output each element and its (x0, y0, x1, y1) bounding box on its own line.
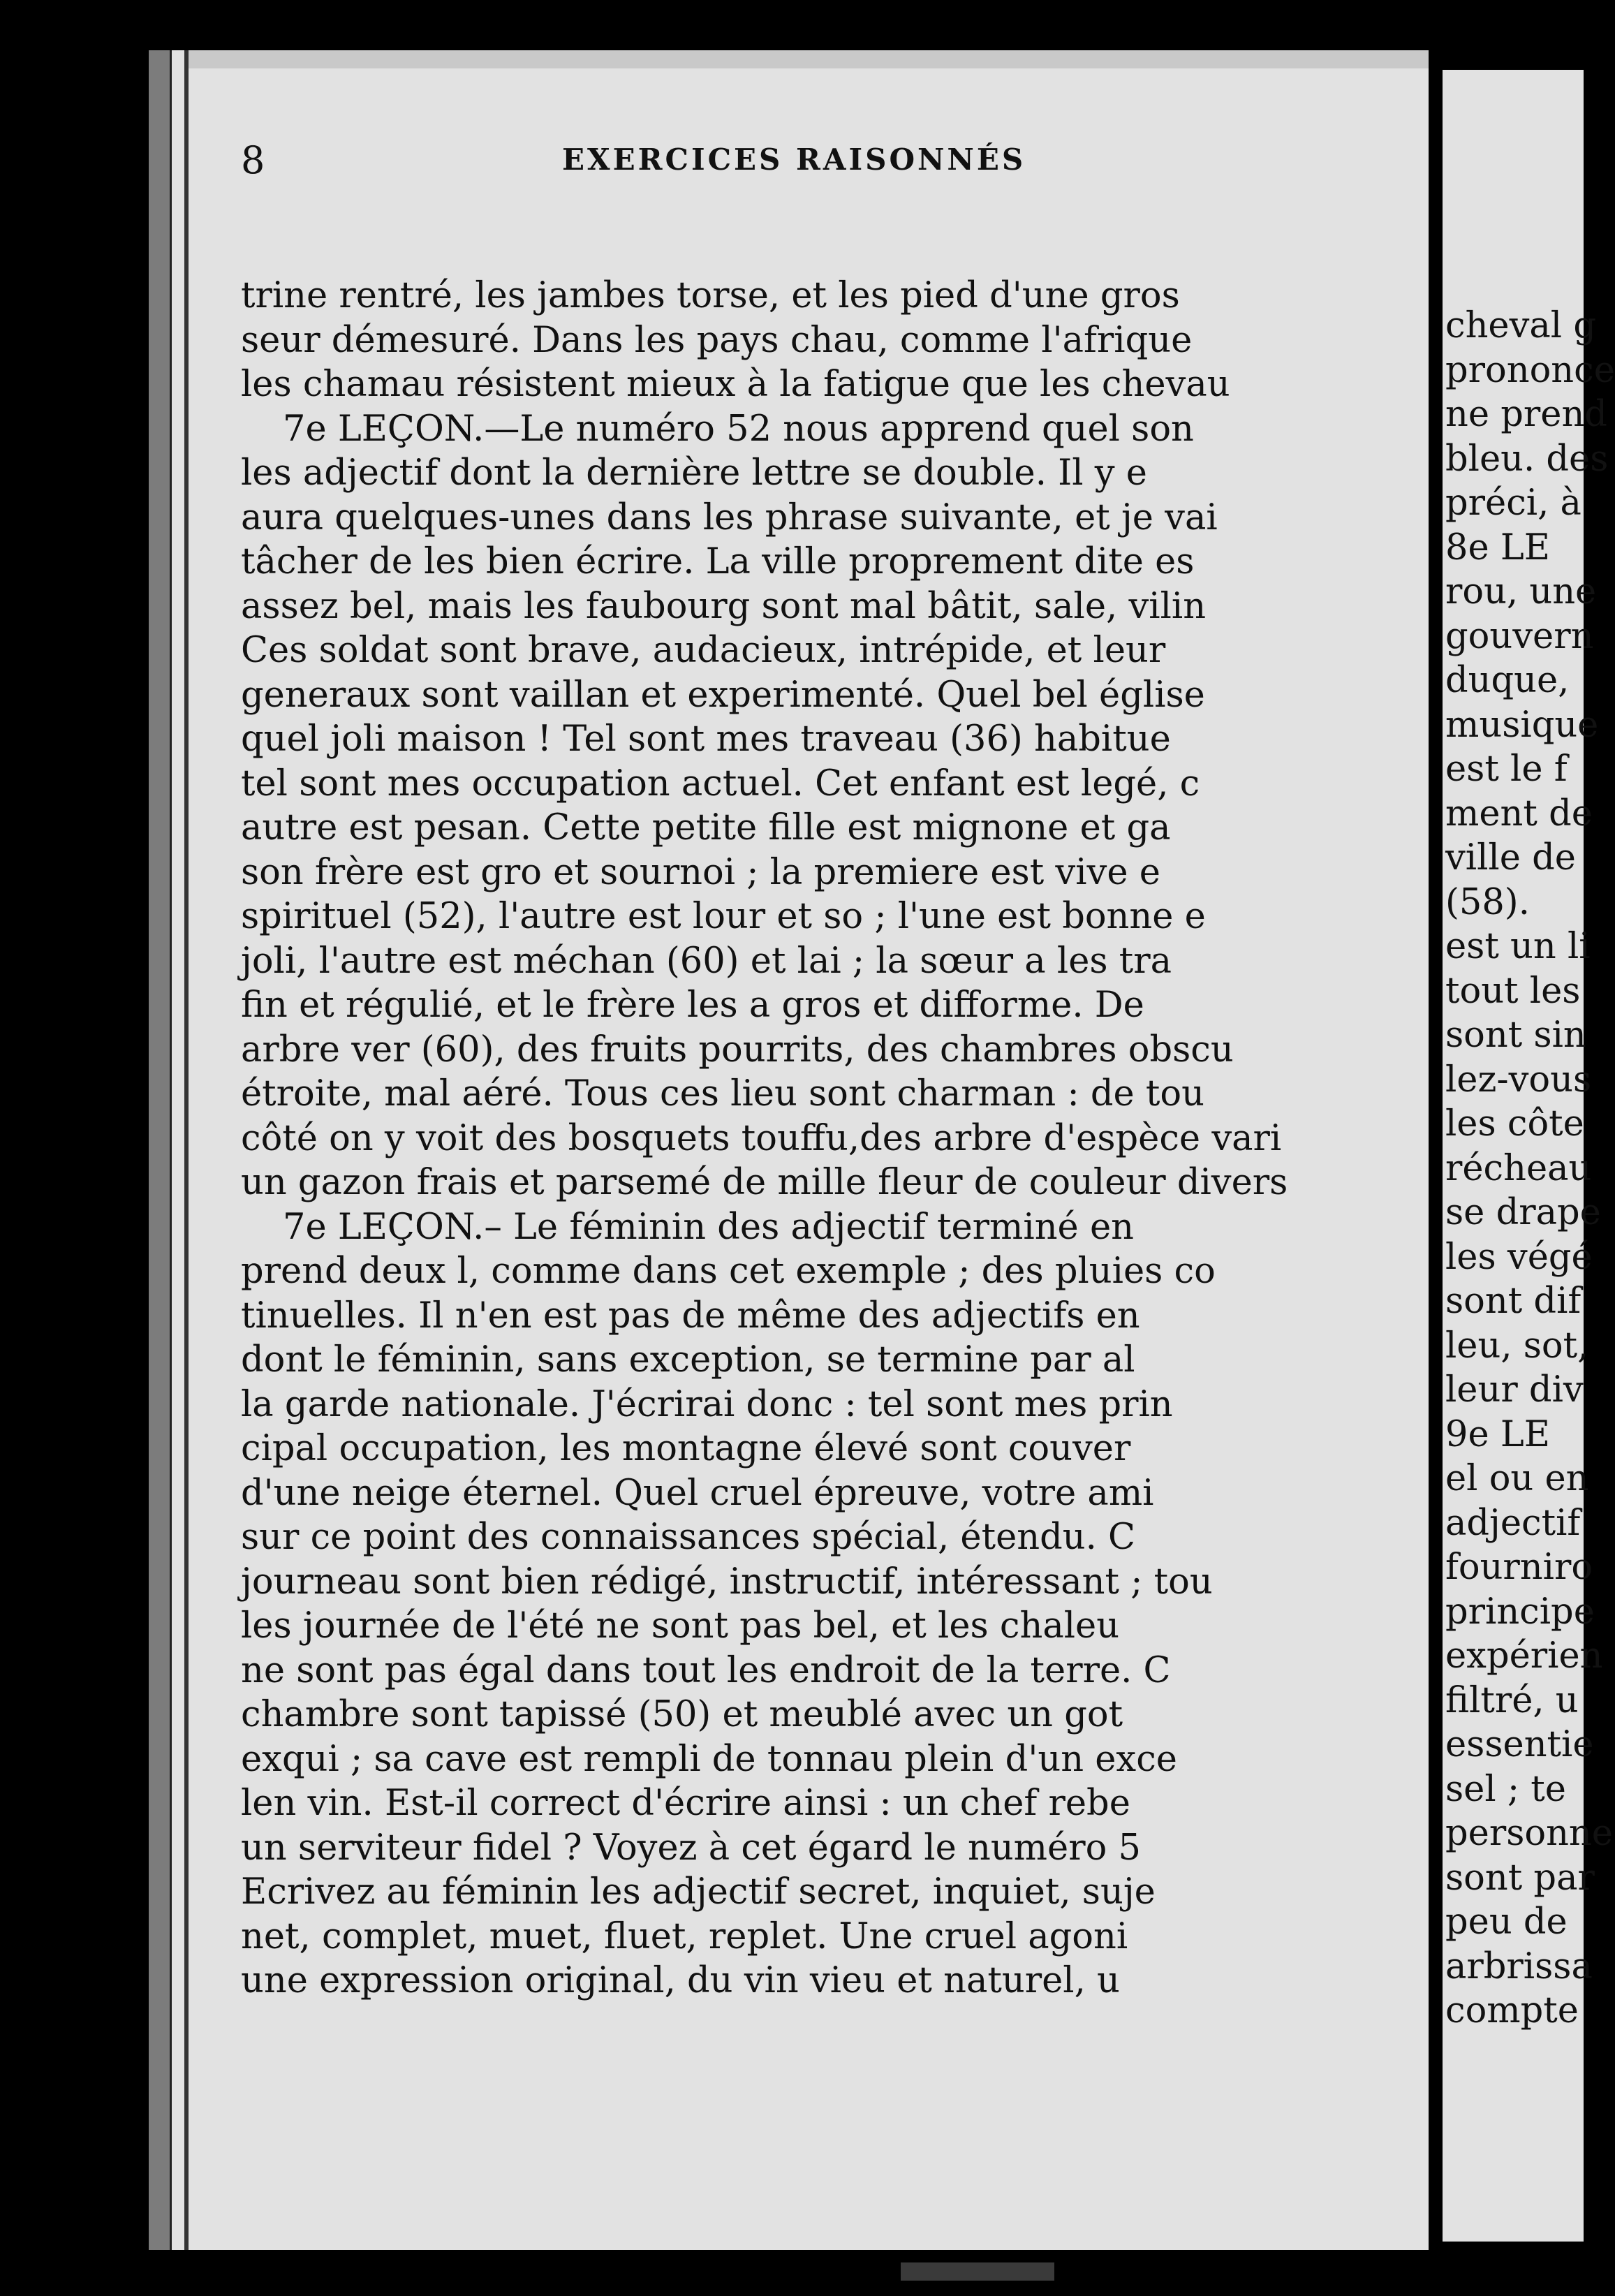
facing-text-line: les côte (1445, 1103, 1584, 1145)
facing-text-line: (58). (1445, 881, 1530, 923)
text-line: dont le féminin, sans exception, se termine par al (241, 1339, 1135, 1381)
text-line: son frère est gro et sournoi ; la premiere est vive e (241, 851, 1160, 893)
scan-artifact (901, 2262, 1054, 2281)
text-line: journeau sont bien rédigé, instructif, intéressant ; tou (241, 1561, 1213, 1603)
text-line: spirituel (52), l'autre est lour et so ; l'une est bonne e (241, 896, 1206, 937)
text-line: une expression original, du vin vieu et naturel, u (241, 1960, 1120, 2001)
facing-text-line: sont sin (1445, 1015, 1586, 1056)
text-line: trine rentré, les jambes torse, et les pied d'une gros (241, 275, 1180, 316)
facing-text-line: préci, à (1445, 483, 1581, 524)
text-line: Ecrivez au féminin les adjectif secret, inquiet, suje (241, 1871, 1156, 1913)
facing-text-line: compte (1445, 1990, 1579, 2031)
facing-text-line: peu de (1445, 1901, 1568, 1943)
facing-text-line: leur div (1445, 1369, 1584, 1411)
facing-text-line: rou, une (1445, 571, 1597, 612)
facing-text-line: bleu. des (1445, 438, 1609, 480)
text-line: exqui ; sa cave est rempli de tonnau plein d'un exce (241, 1738, 1177, 1780)
body-text (241, 274, 1386, 2003)
facing-text-line: tout les (1445, 970, 1581, 1012)
facing-text-line: les végé (1445, 1236, 1593, 1278)
facing-text-line: 8e LE (1445, 527, 1550, 568)
facing-text-line: est le f (1445, 749, 1568, 790)
facing-text-line: se drape (1445, 1192, 1601, 1233)
text-line: prend deux l, comme dans cet exemple ; des pluies co (241, 1251, 1216, 1292)
text-line: seur démesuré. Dans les pays chau, comme l'afrique (241, 319, 1193, 361)
text-line: les journée de l'été ne sont pas bel, et les chaleu (241, 1605, 1120, 1647)
facing-text-line: leu, sot, (1445, 1325, 1589, 1367)
facing-page-text (1445, 304, 1615, 2033)
text-line: les chamau résistent mieux à la fatigue que les chevau (241, 364, 1230, 405)
facing-text-line: duque, (1445, 660, 1570, 701)
facing-text-line: cheval g (1445, 305, 1596, 346)
text-line: autre est pesan. Cette petite fille est mignone et ga (241, 807, 1171, 848)
facing-text-line: adjectif (1445, 1502, 1581, 1544)
facing-text-line: est un li (1445, 926, 1591, 967)
text-line: d'une neige éternel. Quel cruel épreuve, votre ami (241, 1472, 1154, 1514)
facing-text-line: el ou en (1445, 1458, 1589, 1499)
text-line: joli, l'autre est méchan (60) et lai ; la sœur a les tra (241, 940, 1172, 982)
lesson-heading-line: 7e LEÇON.– Le féminin des adjectif terminé en (283, 1206, 1134, 1248)
text-line: la garde nationale. J'écrirai donc : tel sont mes prin (241, 1383, 1173, 1425)
text-line: chambre sont tapissé (50) et meublé avec un got (241, 1694, 1123, 1735)
facing-text-line: ville de (1445, 837, 1576, 878)
facing-text-line: fourniro (1445, 1547, 1593, 1588)
text-line: assez bel, mais les faubourg sont mal bâtit, sale, vilin (241, 585, 1207, 627)
text-line: len vin. Est-il correct d'écrire ainsi : un chef rebe (241, 1783, 1130, 1824)
text-line: aura quelques-unes dans les phrase suivante, et je vai (241, 496, 1218, 538)
text-line: côté on y voit des bosquets touffu,des arbre d'espèce vari (241, 1117, 1282, 1159)
facing-text-line: ment de (1445, 793, 1593, 834)
facing-text-line: sont dif (1445, 1281, 1581, 1322)
text-line: fin et régulié, et le frère les a gros et difforme. De (241, 985, 1144, 1026)
text-line: cipal occupation, les montagne élevé sont couver (241, 1428, 1131, 1469)
text-line: tel sont mes occupation actuel. Cet enfant est legé, c (241, 763, 1200, 804)
text-line: un serviteur fidel ? Voyez à cet égard le numéro 5 (241, 1827, 1141, 1869)
text-line: tâcher de les bien écrire. La ville proprement dite es (241, 541, 1195, 582)
text-line: un gazon frais et parsemé de mille fleur de couleur divers (241, 1162, 1288, 1203)
text-line: sur ce point des connaissances spécial, étendu. C (241, 1517, 1136, 1558)
page-top-edge (189, 50, 1429, 68)
facing-text-line: principe (1445, 1591, 1595, 1633)
page-gutter (1429, 50, 1443, 2250)
text-line: étroite, mal aéré. Tous ces lieu sont charman : de tou (241, 1073, 1204, 1114)
facing-text-line: musique (1445, 704, 1599, 746)
facing-text-line: gouvern (1445, 615, 1594, 657)
book-binding (149, 50, 170, 2250)
text-line: Ces soldat sont brave, audacieux, intrépide, et leur (241, 630, 1166, 671)
page-header (241, 138, 1121, 208)
facing-text-line: expérien (1445, 1635, 1603, 1677)
text-line: generaux sont vaillan et experimenté. Quel bel église (241, 674, 1205, 716)
text-line: tinuelles. Il n'en est pas de même des adjectifs en (241, 1295, 1140, 1337)
facing-page (1443, 70, 1615, 2242)
facing-text-line: sont par (1445, 1857, 1595, 1899)
facing-text-line: récheau (1445, 1147, 1592, 1189)
text-line: net, complet, muet, fluet, replet. Une cruel agoni (241, 1915, 1128, 1957)
facing-text-line: 9e LE (1445, 1413, 1550, 1455)
text-line: arbre ver (60), des fruits pourrits, des chambres obscu (241, 1029, 1234, 1070)
facing-text-line: filtré, u (1445, 1679, 1579, 1721)
facing-text-line: prononce (1445, 349, 1615, 391)
facing-text-line: ne prend (1445, 394, 1607, 435)
facing-text-line: sel ; te (1445, 1768, 1566, 1810)
text-line: quel joli maison ! Tel sont mes traveau (36) habitue (241, 719, 1171, 760)
text-line: ne sont pas égal dans tout les endroit de la terre. C (241, 1649, 1171, 1691)
page-margin-rule (184, 50, 189, 2250)
lesson-heading-line: 7e LEÇON.—Le numéro 52 nous apprend quel son (283, 408, 1194, 450)
facing-text-line: lez-vous (1445, 1059, 1592, 1101)
facing-text-line: personne (1445, 1813, 1613, 1854)
facing-text-line: arbrissa (1445, 1945, 1593, 1987)
text-line: les adjectif dont la dernière lettre se double. Il y e (241, 452, 1147, 494)
facing-text-line: essentie (1445, 1724, 1594, 1765)
page-number: 8 (241, 138, 265, 182)
running-title: EXERCICES RAISONNÉS (562, 142, 1026, 177)
